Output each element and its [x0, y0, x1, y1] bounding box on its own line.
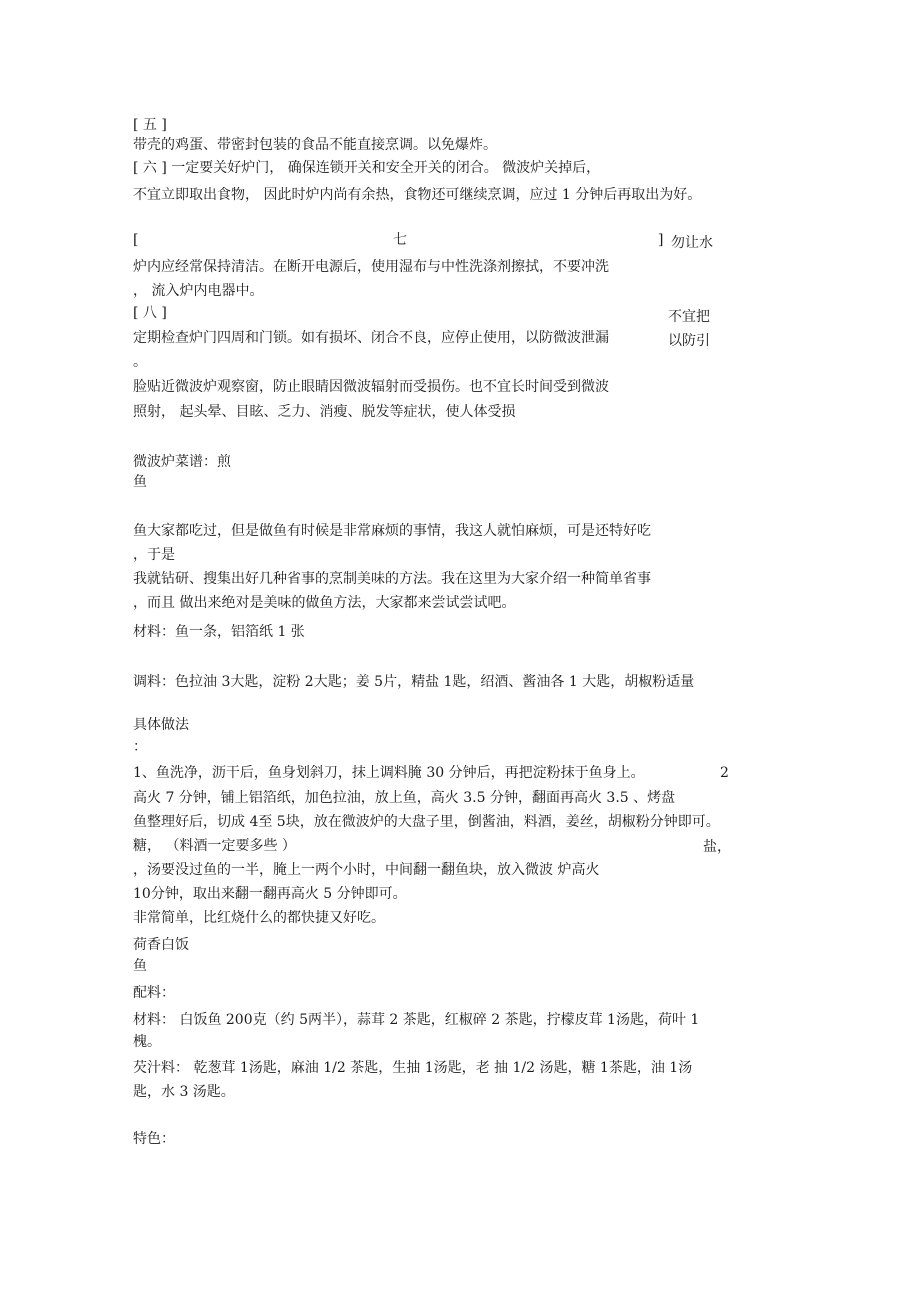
section7-side-note: 勿让水 — [671, 235, 713, 251]
recipe1-intro2: ，于是 — [133, 547, 175, 563]
recipe1-title-line1: 微波炉菜谱：煎 — [133, 454, 231, 470]
section7-line1: 炉内应经常保持清洁。在断开电源后，使用湿布与中性洗涤剂擦拭，不要冲洗 — [133, 259, 609, 275]
section7-bracket-open: [ — [133, 232, 139, 248]
recipe2-materials-line2: 槐。 — [133, 1034, 161, 1050]
recipe2-materials-line1: 材料： 白饭鱼 200克（约 5两半），蒜茸 2 茶匙，红椒碎 2 茶匙，拧檬皮茸 1汤匙，荷叶 1 — [133, 1012, 700, 1028]
recipe1-intro4: ，而且 做出来绝对是美味的做鱼方法，大家都来尝试尝试吧。 — [133, 595, 516, 611]
recipe1-step3: 鱼整理好后，切成 4至 5块，放在微波炉的大盘子里，倒酱油，料酒，姜丝，胡椒粉分钟即可。 — [133, 814, 720, 830]
section8-side-note1: 不宜把 — [668, 309, 710, 325]
recipe1-title-line2: 鱼 — [133, 474, 147, 490]
section8-line3: 脸贴近微波炉观察窗，防止眼睛因微波辐射而受损伤。也不宜长时间受到微波 — [133, 379, 609, 395]
recipe1-step1-side: 2 — [720, 765, 729, 781]
section8-heading: [ 八 ] — [133, 305, 167, 321]
recipe1-step4-left: 糖， （料酒一定要多些 ） — [133, 838, 296, 854]
recipe2-sauce-line2: 匙，水 3 汤匙。 — [133, 1084, 235, 1100]
section6-line2: 不宜立即取出食物， 因此时炉内尚有余热，食物还可继续烹调，应过 1 分钟后再取出为好。 — [133, 187, 702, 203]
recipe1-materials: 材料：鱼一条，铝箔纸 1 张 — [133, 624, 305, 640]
recipe2-feature-label: 特色： — [133, 1131, 175, 1147]
recipe1-method-title1: 具体做法 — [133, 717, 189, 733]
section8-line2: 。 — [133, 354, 147, 370]
recipe1-method-title2: ： — [133, 739, 147, 755]
recipe1-intro1: 鱼大家都吃过，但是做鱼有时候是非常麻烦的事情，我这人就怕麻烦，可是还特好吃 — [133, 523, 651, 539]
recipe1-step2: 高火 7 分钟，铺上铝箔纸，加色拉油，放上鱼，高火 3.5 分钟，翻面再高火 3.5 、烤盘 — [133, 790, 676, 806]
recipe1-step4-right: 盐， — [703, 839, 731, 855]
recipe1-step7: 非常简单，比红烧什么的都快捷又好吃。 — [133, 910, 385, 926]
recipe2-sauce-line1: 芡汁料： 乾葱茸 1汤匙，麻油 1/2 茶匙，生抽 1汤匙，老 抽 1/2 汤匙，糖 1茶匙，油 1汤 — [133, 1060, 693, 1076]
recipe1-seasoning: 调料：色拉油 3大匙，淀粉 2大匙；姜 5片，精盐 1匙，绍酒、酱油各 1 大匙，胡椒粉适量 — [133, 674, 695, 690]
recipe1-intro3: 我就钻研、搜集出好几种省事的烹制美味的方法。我在这里为大家介绍一种简单省事 — [133, 571, 651, 587]
section7-bracket-close: ] — [658, 232, 664, 248]
section8-side-note2: 以防引 — [668, 333, 710, 349]
section7-number: 七 — [393, 232, 407, 248]
section8-line1: 定期检查炉门四周和门锁。如有损坏、闭合不良，应停止使用，以防微波泄漏 — [133, 330, 609, 346]
recipe1-step5: ，汤要没过鱼的一半，腌上一两个小时，中间翻一翻鱼块，放入微波 炉高火 — [133, 862, 600, 878]
recipe2-ingredients-label: 配料： — [133, 985, 175, 1001]
section7-line2: ， 流入炉内电器中。 — [133, 283, 264, 299]
recipe1-step6: 10分钟，取出来翻一翻再高火 5 分钟即可。 — [133, 886, 407, 902]
section6-line1: [ 六 ] 一定要关好炉门， 确保连锁开关和安全开关的闭合。 微波炉关掉后， — [133, 160, 601, 176]
section5-text: 带壳的鸡蛋、带密封包装的食品不能直接烹调。以免爆炸。 — [133, 137, 497, 153]
section5-heading: [ 五 ] — [133, 117, 167, 133]
recipe1-step1: 1、鱼洗净，沥干后，鱼身划斜刀，抹上调料腌 30 分钟后，再把淀粉抹于鱼身上。 — [133, 765, 645, 781]
recipe2-title-line1: 荷香白饭 — [133, 937, 189, 953]
recipe2-title-line2: 鱼 — [133, 958, 147, 974]
section8-line4: 照射， 起头晕、目眩、乏力、消瘦、脱发等症状，使人体受损 — [133, 404, 516, 420]
